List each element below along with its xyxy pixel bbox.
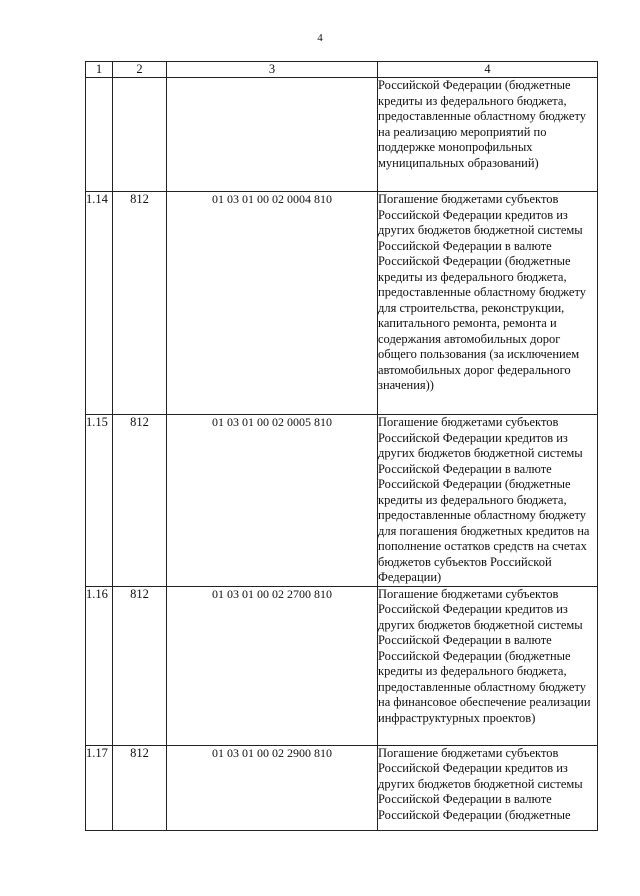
cell-description: Российской Федерации (бюджетные кредиты из федерального бюджета, предоставленные областному бюджету на реализацию мероприятий по поддержке монопрофильных муниципальных образований) <box>378 78 598 192</box>
table-row <box>86 745 598 830</box>
table-row <box>86 192 598 415</box>
cell-code: 812 <box>113 586 167 745</box>
cell-description: Погашение бюджетами субъектов Российской Федерации кредитов из других бюджетов бюджетной системы Российской Федерации в валюте Российской Федерации (бюджетные кредиты из федерального бюджета, предоставленные областному бюджету для погашения бюджетных кредитов на пополнение остатков средств на счетах бюджетов субъектов Российской Федерации) <box>378 415 598 587</box>
cell-code <box>113 78 167 192</box>
table-row-continuation <box>86 78 598 192</box>
cell-kbk: 01 03 01 00 02 2700 810 <box>167 586 378 745</box>
cell-kbk: 01 03 01 00 02 0004 810 <box>167 192 378 415</box>
header-col-3: 3 <box>167 62 378 78</box>
budget-sources-table <box>85 61 598 831</box>
cell-code: 812 <box>113 192 167 415</box>
table-header-row <box>86 62 598 78</box>
cell-num: 1.15 <box>86 415 113 587</box>
header-col-1: 1 <box>86 62 113 78</box>
cell-kbk <box>167 78 378 192</box>
cell-code: 812 <box>113 745 167 830</box>
cell-description: Погашение бюджетами субъектов Российской Федерации кредитов из других бюджетов бюджетной системы Российской Федерации в валюте Российской Федерации (бюджетные кредиты из федерального бюджета, предоставленные областному бюджету для строительства, реконструкции, капитального ремонта, ремонта и содержания автомобильных дорог общего пользования (за исключением автомобильных дорог федерального значения)) <box>378 192 598 415</box>
cell-kbk: 01 03 01 00 02 2900 810 <box>167 745 378 830</box>
table-row <box>86 586 598 745</box>
header-col-2: 2 <box>113 62 167 78</box>
cell-num: 1.16 <box>86 586 113 745</box>
cell-kbk: 01 03 01 00 02 0005 810 <box>167 415 378 587</box>
cell-num: 1.17 <box>86 745 113 830</box>
cell-num <box>86 78 113 192</box>
cell-num: 1.14 <box>86 192 113 415</box>
header-col-4: 4 <box>378 62 598 78</box>
cell-description: Погашение бюджетами субъектов Российской Федерации кредитов из других бюджетов бюджетной системы Российской Федерации в валюте Российской Федерации (бюджетные <box>378 745 598 830</box>
cell-description: Погашение бюджетами субъектов Российской Федерации кредитов из других бюджетов бюджетной системы Российской Федерации в валюте Российской Федерации (бюджетные кредиты из федерального бюджета, предоставленные областному бюджету на финансовое обеспечение реализации инфраструктурных проектов) <box>378 586 598 745</box>
cell-code: 812 <box>113 415 167 587</box>
page-number: 4 <box>317 32 323 44</box>
table-row <box>86 415 598 587</box>
